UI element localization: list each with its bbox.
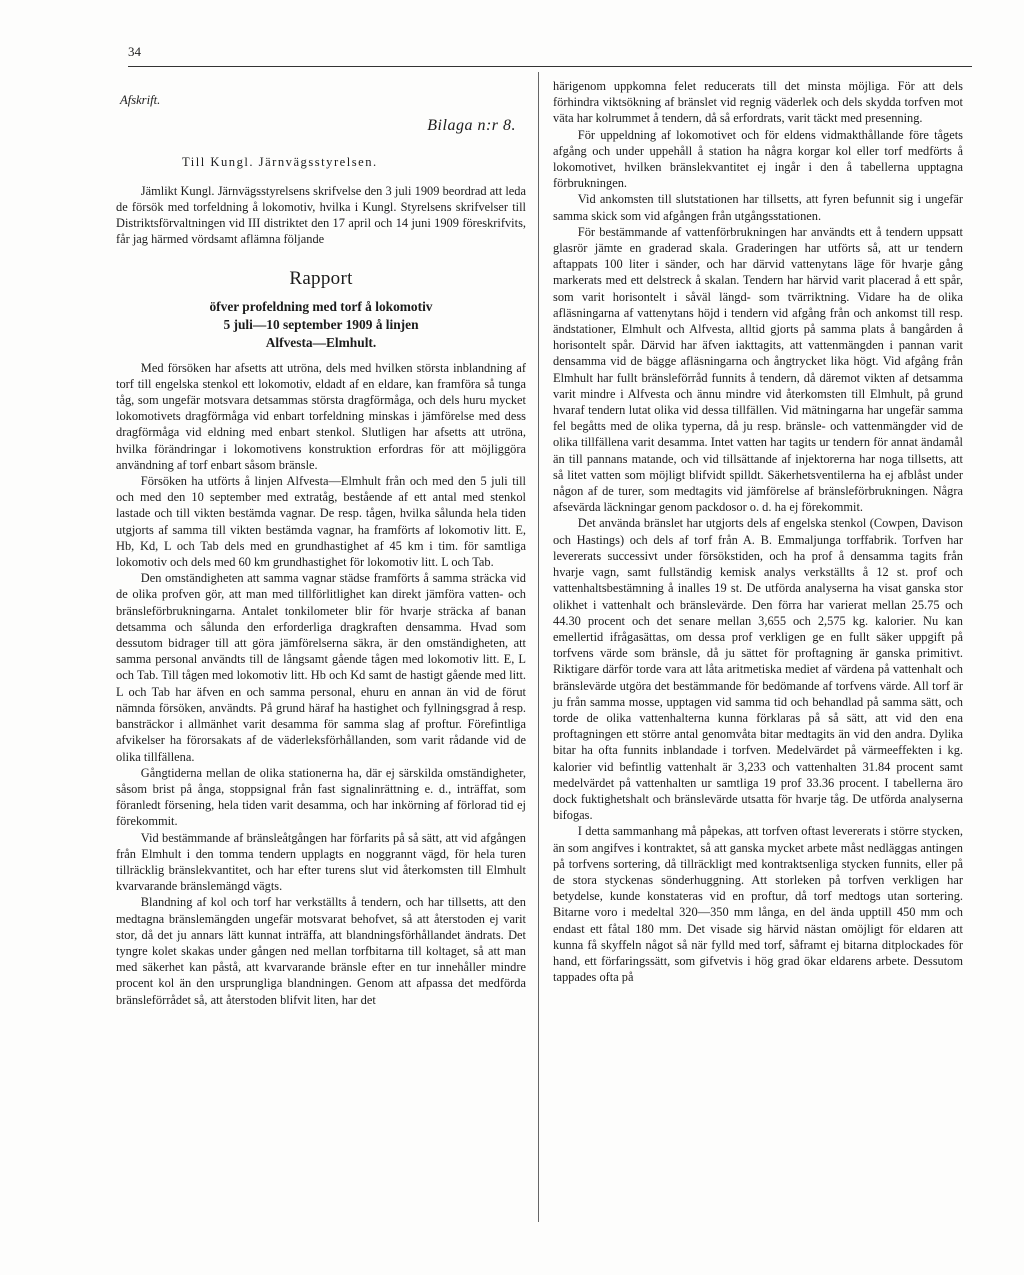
column-divider [538, 72, 539, 1222]
body-paragraph: Gångtiderna mellan de olika stationerna ha, där ej särskilda omständigheter, såsom brist på ånga, stoppsignal från fast signalinrättning e. d., inträffat, som föranledt försening, hela tiden varit desamma, och har inkörning af förlorad tid ej förekommit. [116, 765, 526, 829]
subtitle-line: Alfvesta—Elmhult. [265, 334, 377, 350]
body-paragraph: Den omständigheten att samma vagnar städse framförts å samma sträcka vid de olika profven gör, att man med tillförlitlighet kan direkt jämföra vatten- och bränsleförbrukningarna. Antalet tonkilometer blir för hvarje sträcka af banan detsamma och sålunda den erforderliga dragkraften densamma. Hvad som dessutom bidrager till att göra jämförelserna säkra, är den omständigheten, att samma personal användts till de långsamt gående tågen med lokomotiv litt. E, L och Tab. Till tågen med lokomotiv litt. Hb och Kd samt de hastigt gående med litt. L och Tab har äfven en och samma personal, ehuru en annan än vid de förut nämnda försöken, användts. På grund häraf ha hastighet och fyllningsgrad å resp. bansträckor i allmänhet varit desamma för samma slag af proftur. Förefintliga afvikelser ha förorsakats af de väderleksförhållanden, som varit rådande vid de olika tillfällena. [116, 571, 526, 764]
body-paragraph: Vid ankomsten till slutstationen har tillsetts, att fyren befunnit sig i ungefär samma skick som vid afgången från utgångsstationen. [553, 192, 963, 223]
body-paragraph: Det använda bränslet har utgjorts dels af engelska stenkol (Cowpen, Davison och Hastings) och dels af torf från A. B. Emmaljunga torffabrik. Torfven har levererats successivt under försökstiden, och ha prof å densamma tagits från hvarje vagn, samt fullständig kemisk analys verkställts å 12 st. prof och vattenhaltsbestämning å inalles 19 st. De utförda analyserna ha visat ganska stor olikhet i vattenhalt och bränslevärde. Den förra har varierat mellan 25.75 och 44.30 procent och det senare mellan 3,655 och 2,575 kg. kalorier. Nu kan emellertid ifrågasättas, om dessa prof verkligen ge en fullt säker uppgift på torfvens värde som bränsle, då ju sättet för proftagning är ganska primitivt. Riktigare därför torde vara att låta aritmetiska mediet af värdena på vattenhalt och bränslevärde utgöra det bestämmande för bedömande af torfvens värde. All torf är ju från samma mosse, upptagen vid samma tid och behandlad på samma sätt, och torde de olika vattenhalterna kunna förklaras på så sätt, att vid den ena proftagningen ett större antal genomvåta bitar medtagits än vid den andra. Dylika bitar ha ofta funnits inblandade i torfven. Medelvärdet på värmeeffekten i kg. kalorier vid befintlig vattenhalt är 3,233 och vattenhalten 31.84 procent samt medelvärdet på vattenhalten ur samtliga 19 prof 33.36 procent. I tabellerna äro dock fuktighetshalt och bränslevärde utsatta för hvarje tåg. De utförda analyserna bifogas. [553, 516, 963, 823]
body-paragraph: Blandning af kol och torf har verkställts å tendern, och har tillsetts, att den medtagna bränslemängden ungefär motsvarat behofvet, så att återstoden ej varit stor, då det ju annars lätt kunnat inträffa, att blandningsförhållandet ändrats. Det tyngre kolet skakas under gången ned mellan torfbitarna till koltaget, så att man med säkerhet kan påstå, att kvarvarande bränsle efter en tur innehåller mindre procent kol än den ursprungliga blandningen. Genom att afpassa det medförda bränsleförrådet så, att återstoden blifvit liten, har det [116, 895, 526, 1007]
right-column [553, 78, 963, 985]
body-paragraph: Med försöken har afsetts att utröna, dels med hvilken största inblandning af torf till engelska stenkol ett lokomotiv, eldadt af en eldare, kan framföra så tunga tåg, som ungefär motsvara detsammas största dragförmåga, och dels huru mycket lokomotivets dragförmåga vid enbart torfeldning minskas i jämförelse med dess dragförmåga vid eldning med enbart stenkol. Slutligen har afsetts att utröna, hvilka förändringar i lokomotivens konstruktion erfordras för att möjliggöra användning af torf enbart såsom bränsle. [116, 360, 526, 472]
body-paragraph: För uppeldning af lokomotivet och för eldens vidmakthållande före tågets afgång och under uppehåll å station ha några korgar kol eller torf medförts å lokomotivet, hvilken bränslekvantitet ej ingår i den å tabellerna upptagna förbrukningen. [553, 127, 963, 191]
body-paragraph: Vid bestämmande af bränsleåtgången har förfarits på så sätt, att vid afgången från Elmhult i den tomma tendern upplagts en noggrannt vägd, för hela turen tillräcklig bränslekvantitet, och har efter turens slut vid återkomsten till Elmhult kvarvarande bränslemängd vägts. [116, 830, 526, 894]
afskrift-label: Afskrift. [120, 93, 161, 107]
page-number: 34 [128, 44, 141, 59]
addressee: Till Kungl. Järnvägsstyrelsen. [182, 155, 378, 170]
left-column [116, 92, 526, 1008]
intro-paragraph: Jämlikt Kungl. Järnvägsstyrelsens skrifvelse den 3 juli 1909 beordrad att leda de försök med torfeldning å lokomotiv, hvilka i Kungl. Styrelsens skrifvelser till Distriktsförvaltningen vid III distriktet den 17 april och 14 juni 1909 föreskrifvits, får jag härmed vördsamt aflämna följande [116, 183, 526, 247]
body-paragraph: För bestämmande af vattenförbrukningen har användts ett å tendern uppsatt glasrör jämte en graderad skala. Graderingen har utförts så, att ur tendern aftappats 100 liter i sänder, och har därvid vattenytans läge för hvarje gång markerats med ett delstreck å skalan. Tendern har härvid varit placerad å ett spår, som varit horisontelt i såväl längd- som tvärriktning. Vidare ha de olika afläsningarna af vattenytans höjd i tendern vid afgång från och ankomst till resp. ändstationer, Elmhult och Alfvesta, alltid gjorts på samma plats å bangården å horisontelt spår. Därvid har äfven iakttagits, att vattenmängden i pannan varit densamma vid de bägge afläsningarna och ångtrycket lika högt. Vid afgång från Elmhult har fullt bränsleförråd funnits å tendern, då däremot vikten af detsamma varit mindre i Alfvesta och ännu mindre vid återkomsten till Elmhult, på grund hvaraf tendern lutat olika vid dessa tillfällen. Vid mätningarna har ungefär samma fel begåtts med de olika typerna, då ju resp. bränsle- och vattenmängder vid de olika tillfällena varit desamma. Intet vatten har tagits ur tendern för annat ändamål än till pannans matande, och vid tillsättande af injektorerna har noga tillsetts, att så litet vatten som möjligt blifvidt spilldt. Säkerhetsventilerna ha ej afblåst under någon af de turer, som medtagits vid jämförelse af bränsleförbrukningen. Några afsevärda läckningar genom packdosor o. d. ha ej förekommit. [553, 224, 963, 515]
subtitle-line: öfver profeldning med torf å lokomotiv [209, 298, 433, 314]
body-paragraph: I detta sammanhang må påpekas, att torfven oftast levererats i större stycken, än som angifves i kontraktet, så att ganska mycket arbete måst nedläggas antingen på torfvens sortering, då tillräckligt med kontraktsenliga stycken funnits, eller på de stora styckenas sönderhuggning. Att storleken på torfven verkligen har betydelse, kunde konstateras vid en proftur, då torf medtogs utan sortering. Bitarne voro i medeltal 320—350 mm långa, en del ända upptill 450 mm och endast ett fåtal 180 mm. Det visade sig härvid nästan omöjligt för eldaren att kunna få skyffeln något så när fylld med torf, såframt ej bitarna ditplockades för hand, ett förfaringssätt, som gifvetvis i hög grad ökar eldarens arbete. Dessutom tappades ofta på [553, 824, 963, 985]
bilaga-label: Bilaga n:r 8. [427, 117, 516, 135]
report-subtitle [116, 298, 526, 352]
report-title: Rapport [289, 268, 353, 290]
body-paragraph: Försöken ha utförts å linjen Alfvesta—Elmhult från och med den 5 juli till och med den 10 september med extratåg, bestående af ett antal med stenkol lastade och till vikten bestämda vagnar. De resp. tågen, hvilka sålunda hela tiden utgjorts af samma till vikten bestämda vagnar, ha framförts af lokomotiv litt. E, Hb, Kd, L och Tab dels med en grundhastighet af 45 km i tim. för samtliga lokomotiv och dels med 60 km grundhastighet för lokomotiv litt. L och Tab. [116, 474, 526, 570]
header-rule [128, 66, 972, 67]
body-paragraph: härigenom uppkomna felet reducerats till det minsta möjliga. För att dels förhindra viktsökning af bränslet vid regnig väderlek och dels skydda torfven mot väta har kolrummet å tendern, då så erfordrats, varit täckt med presenning. [553, 79, 963, 126]
subtitle-line: 5 juli—10 september 1909 å linjen [223, 316, 419, 332]
